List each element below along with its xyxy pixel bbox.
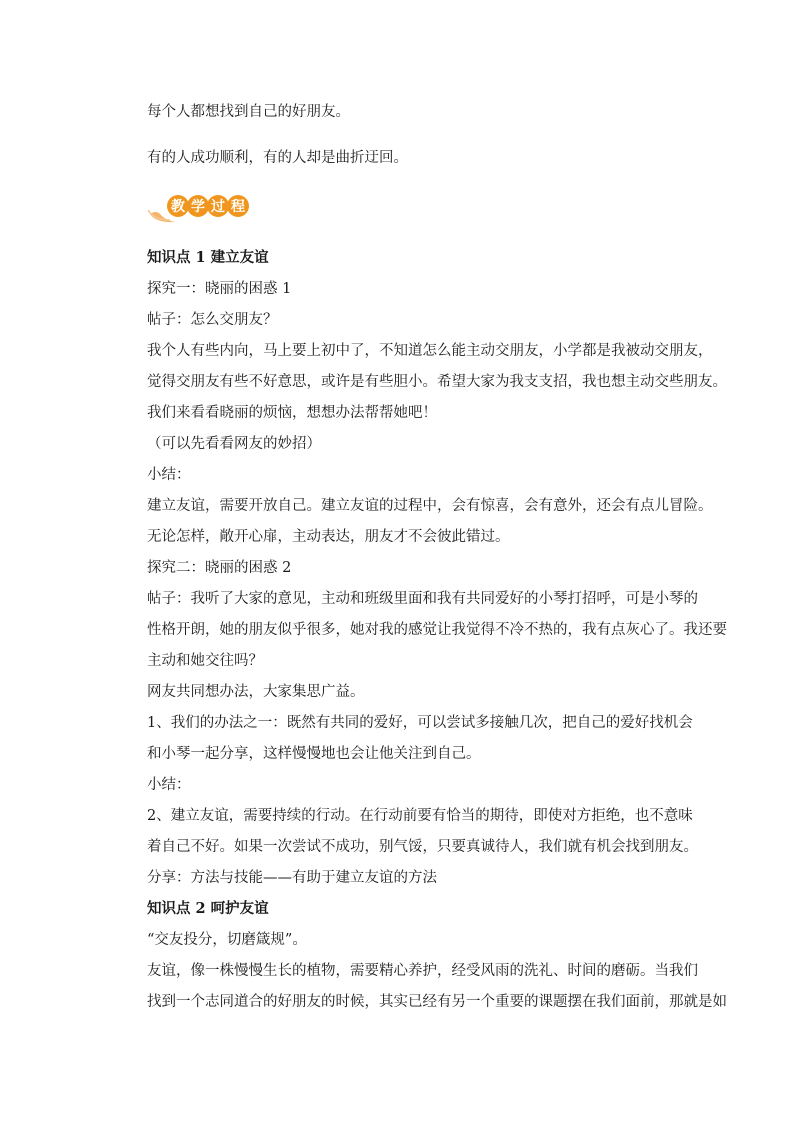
paragraph-line: 我个人有些内向，马上要上初中了，不知道怎么能主动交朋友，小学都是我被动交朋友， <box>147 343 713 359</box>
intro-line-2: 有的人成功顺利，有的人却是曲折迂回。 <box>147 150 408 166</box>
banner-char-3: 过 <box>211 199 225 215</box>
paragraph-line: 着自己不好。如果一次尝试不成功，别气馁，只要真诚待人，我们就有机会找到朋友。 <box>147 839 698 855</box>
paragraph-line: 网友共同想办法，大家集思广益。 <box>147 684 365 700</box>
paragraph-line: 帖子：怎么交朋友？ <box>147 312 278 328</box>
paragraph-line: 找到一个志同道合的好朋友的时候，其实已经有另一个重要的课题摆在我们面前，那就是如 <box>147 994 727 1010</box>
heading-knowledge-point-1: 知识点 1 建立友谊 <box>147 249 269 266</box>
paragraph-line: 觉得交朋友有些不好意思，或许是有些胆小。希望大家为我支支招，我也想主动交些朋友。 <box>147 374 727 390</box>
paragraph-line: 小结： <box>147 777 191 793</box>
paragraph-line: 建立友谊，需要开放自己。建立友谊的过程中，会有惊喜，会有意外，还会有点儿冒险。 <box>147 498 713 514</box>
intro-line-1: 每个人都想找到自己的好朋友。 <box>147 104 350 120</box>
teaching-process-banner <box>146 190 256 226</box>
banner-char-2: 学 <box>191 199 205 215</box>
paragraph-line: 主动和她交往吗？ <box>147 653 263 669</box>
paragraph-line: 探究二：晓丽的困惑 2 <box>147 560 292 576</box>
paragraph-line: 无论怎样，敞开心扉，主动表达，朋友才不会彼此错过。 <box>147 529 510 545</box>
paragraph-line: 和小琴一起分享，这样慢慢地也会让他关注到自己。 <box>147 746 481 762</box>
paragraph-line: 帖子：我听了大家的意见，主动和班级里面和我有共同爱好的小琴打招呼，可是小琴的 <box>147 591 698 607</box>
paragraph-line: 友谊，像一株慢慢生长的植物，需要精心养护，经受风雨的洗礼、时间的磨砺。当我们 <box>147 963 698 979</box>
paragraph-line: 探究一：晓丽的困惑 1 <box>147 281 292 297</box>
paragraph-line: 1、我们的办法之一：既然有共同的爱好，可以尝试多接触几次，把自己的爱好找机会 <box>147 715 693 731</box>
paragraph-line: 2、建立友谊，需要持续的行动。在行动前要有恰当的期待，即使对方拒绝，也不意味 <box>147 808 693 824</box>
heading-knowledge-point-2: 知识点 2 呵护友谊 <box>147 900 269 917</box>
paragraph-line: 我们来看看晓丽的烦恼，想想办法帮帮她吧！ <box>147 405 437 421</box>
banner-char-1: 教 <box>171 199 185 215</box>
paragraph-line: 性格开朗，她的朋友似乎很多，她对我的感觉让我觉得不冷不热的，我有点灰心了。我还要 <box>147 622 727 638</box>
banner-char-4: 程 <box>231 199 245 215</box>
paragraph-line: 小结： <box>147 467 191 483</box>
paragraph-line: “交友投分，切磨箴规”。 <box>147 932 307 948</box>
paragraph-line: （可以先看看网友的妙招） <box>147 436 321 452</box>
paragraph-line: 分享：方法与技能——有助于建立友谊的方法 <box>147 870 437 886</box>
